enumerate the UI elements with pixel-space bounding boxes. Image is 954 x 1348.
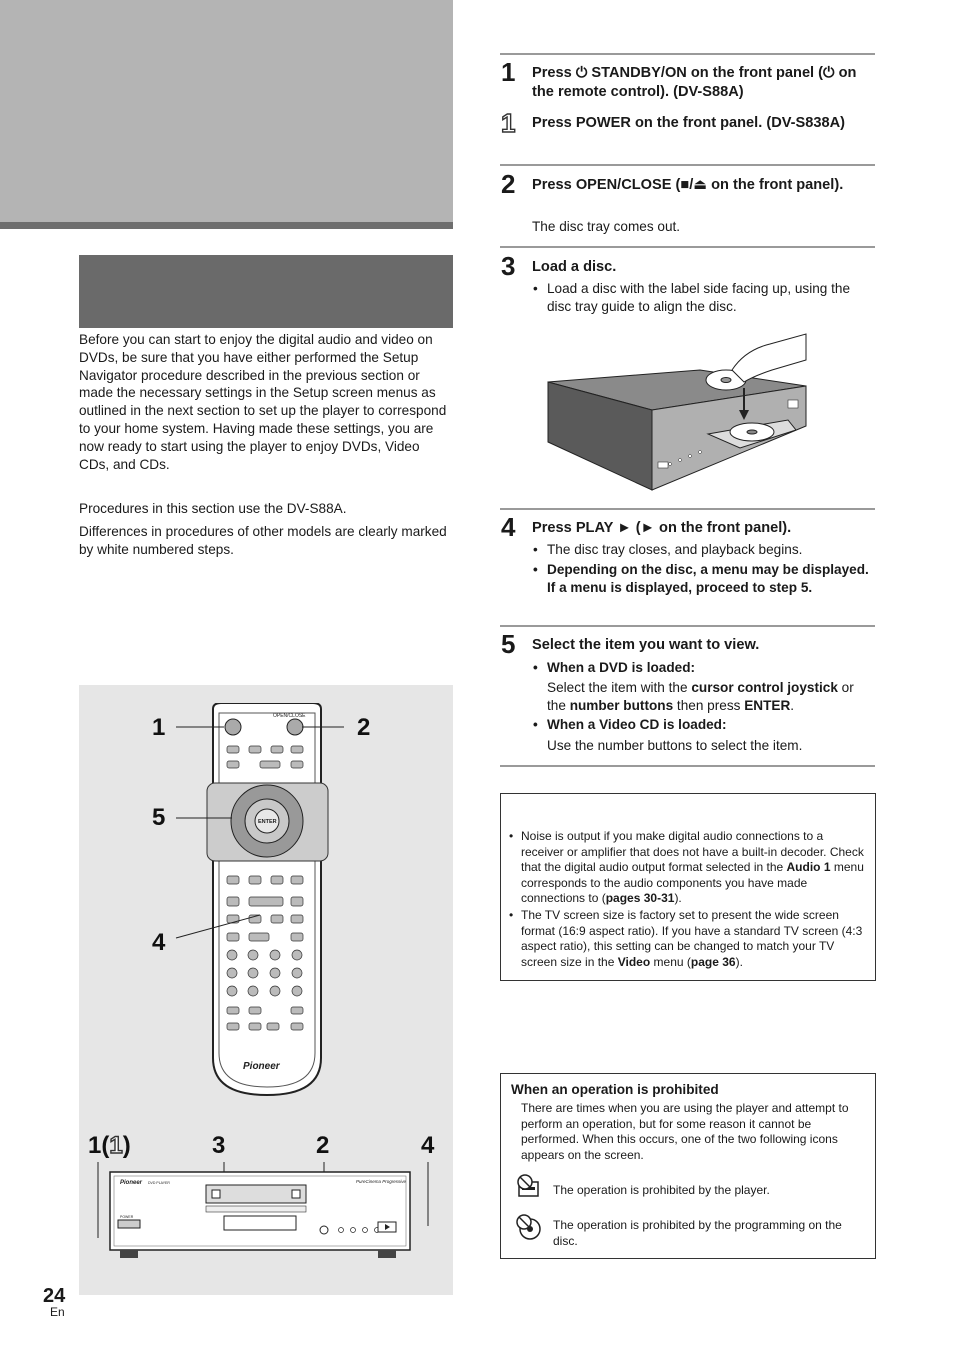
step-2-title: Press OPEN/CLOSE (■/⏏ on the front panel). [532,177,844,193]
step-5-number: 5 [501,629,516,659]
rule-top [500,53,875,55]
prohibited-box [500,1073,876,1259]
remote-callout-2: 2 [357,714,371,741]
header-dark-rule [0,222,453,229]
remote-enter-label: ENTER [258,819,277,825]
step-1-title: Press ⏻ STANDBY/ON on the front panel (⏻ on the remote control). (DV-S88A) [532,65,857,100]
step-1-alt-number: 1 [501,108,516,138]
note-2: • The TV screen size is factory set to present the wide screen format (16:9 aspect ratio). If you have a standard TV screen (4:3 aspect ratio), this setting can be changed to match your TV screen size in the Video menu (page 36). [509,908,863,969]
prohibited-disc-icon [515,1213,543,1241]
remote-logo: Pioneer [243,1061,280,1072]
step-5-dvd-head: • When a DVD is loaded: [547,659,869,677]
remote-callout-lines [150,690,360,960]
page-number: 24 [43,1285,66,1307]
rule-step2 [500,164,875,166]
disc-loading-illustration [540,330,810,498]
prohibited-player-icon [515,1174,541,1200]
front-callout-4: 4 [421,1132,435,1159]
note-1: • Noise is output if you make digital audio connections to a receiver or amplifier that does not have a built-in decoder. Check that the digital audio output format selected in the Audio 1 menu corresponds to the audio components you have made connections to (pages 30-31). [509,829,864,906]
step-1-alt-title: Press POWER on the front panel. (DV-S838A) [532,115,846,131]
step-5-dvd-text: Select the item with the cursor control joystick or the number buttons then press ENTER. [547,680,854,713]
prohibited-icon1-text: The operation is prohibited by the player. [553,1183,770,1197]
step-4-bullet-2: • Depending on the disc, a menu may be displayed. If a menu is displayed, proceed to step 5. [547,561,869,597]
prohibited-text: There are times when you are using the player and attempt to perform an operation, but for some reason it cannot be performed. When this occurs, one of the two following icons appears on the screen. [521,1101,849,1162]
standby-icon: ⏻ [575,65,588,81]
front-power-label: POWER [120,1215,134,1219]
step-1-number: 1 [501,57,516,87]
step-5-title: Select the item you want to view. [532,637,760,653]
step-4-number: 4 [501,512,516,542]
step-2-desc: The disc tray comes out. [532,219,681,234]
step-5-vcd-text: Use the number buttons to select the item. [547,738,803,753]
front-callout-3: 3 [212,1132,226,1159]
rule-step5 [500,625,875,627]
front-panel-illustration [88,1158,448,1268]
section-title-bar [79,255,453,328]
step-5-vcd-head: • When a Video CD is loaded: [547,716,869,734]
step-3-title: Load a disc. [532,259,617,275]
prohibited-title: When an operation is prohibited [511,1082,719,1097]
rule-bottom [500,765,875,767]
front-model: DVD PLAYER [148,1181,170,1185]
step-3-number: 3 [501,251,516,281]
remote-callout-4: 4 [152,929,166,956]
front-brand: Pioneer [120,1180,143,1186]
rule-step3 [500,246,875,248]
remote-callout-5: 5 [152,804,166,831]
procedure-note: Procedures in this section use the DV-S88A. [79,501,347,516]
remote-callout-1: 1 [152,714,166,741]
front-callout-1: 1(1) [88,1132,131,1159]
differences-note: Differences in procedures of other models are clearly marked by white numbered steps. [79,524,447,557]
remote-open-label: OPEN/CLOSE [273,713,306,719]
front-tagline: PureCinema Progressive [356,1179,407,1184]
rule-step4 [500,508,875,510]
step-3-bullet: • Load a disc with the label side facing up, using the disc tray guide to align the disc. [547,280,869,316]
standby-icon-remote: ⏻ [823,65,835,81]
intro-paragraph: Before you can start to enjoy the digital audio and video on DVDs, be sure that you have either performed the Setup Navigator procedure described in the previous section or made the necessary settings in the Setup screen menus as outlined in the next section to set up the player to correspond to your home system. Having made these settings, you are now ready to start using the player to enjoy DVDs, Video CDs, and CDs. [79,332,447,472]
step-4-bullet-1: • The disc tray closes, and playback begins. [547,541,869,559]
header-gray-band [0,0,453,222]
step-4-title: Press PLAY ► (► on the front panel). [532,520,792,536]
step-2-number: 2 [501,169,516,199]
prohibited-icon2-text: The operation is prohibited by the programming on the disc. [553,1218,842,1248]
notes-box [500,793,876,981]
front-callout-2: 2 [316,1132,330,1159]
language-tag: En [50,1305,65,1319]
